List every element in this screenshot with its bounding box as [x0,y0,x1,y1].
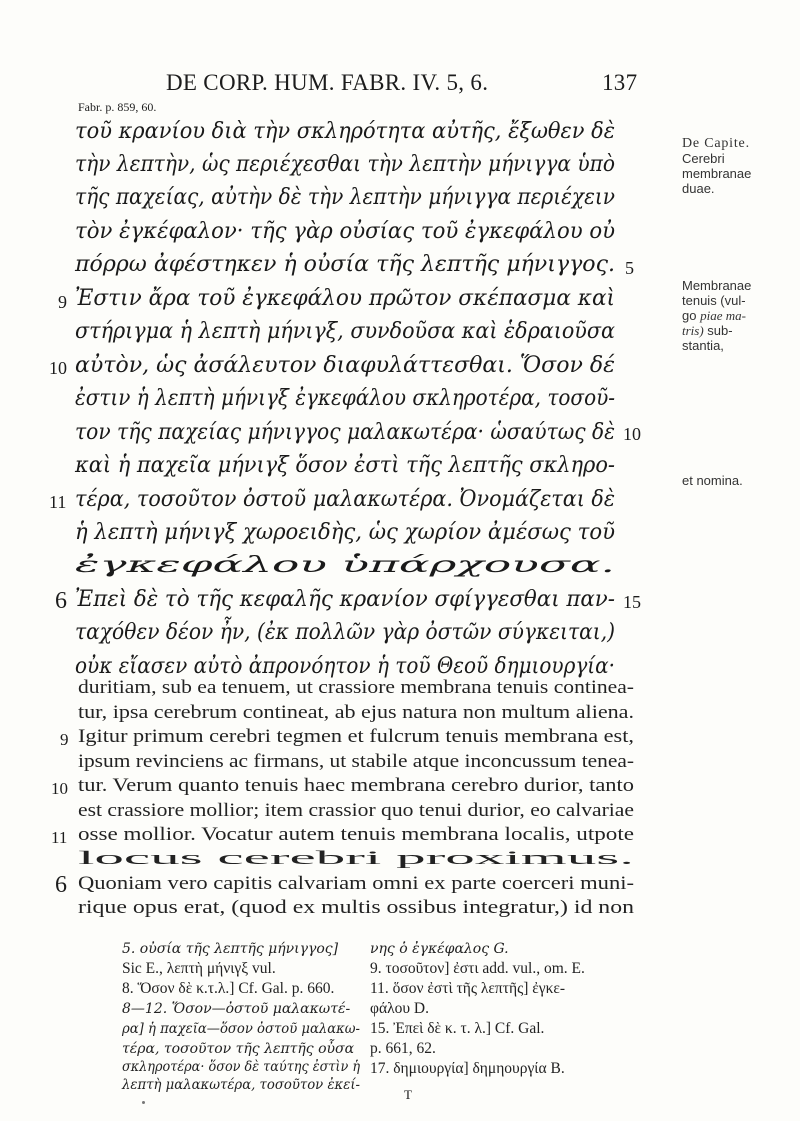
margin-line: stantia, [682,338,724,353]
latin-line: duritiam, sub ea tenuem, ut crassiore membrana tenuis continea- [78,678,634,698]
latin-line: ipsum revinciens ac firmans, ut stabile atque inconcussum tenea- [78,752,634,772]
marginal-note-de-capite [682,136,751,196]
margin-line: tenuis (vul- [682,293,746,308]
running-title: DE CORP. HUM. FABR. IV. 5, 6. [166,70,489,95]
footnote-line: λεπτὴ μαλακωτέρα, τοσοῦτον ἐκεί- [122,1077,360,1093]
margin-line: tris) sub- [682,323,733,338]
footnote-line: 8. Ὅσον δὲ κ.τ.λ.] Cf. Gal. p. 660. [122,980,335,997]
fabr-reference: Fabr. p. 859, 60. [78,100,157,114]
latin-line: Igitur primum cerebri tegmen et fulcrum tenuis membrana est, [78,727,634,747]
footnote-line: 5. οὐσία τῆς λεπτῆς μήνιγγος] [122,941,339,957]
latin-line: est crassiore mollior; item crassior quo tenui durior, eo calvariae [78,801,634,821]
latin-line: osse mollior. Vocatur autem tenuis membrana localis, utpote [78,825,634,845]
greek-line: τοῦ κρανίου διὰ τὴν σκληρότητα αὐτῆς, ἔξωθεν δὲ [75,118,615,144]
line-number: 5 [625,258,634,278]
margin-line: Cerebri [682,151,725,166]
line-number: 10 [51,779,68,798]
line-number: 9 [60,730,69,749]
greek-line: καὶ ἡ παχεῖα μήνιγξ ὅσον ἐστὶ τῆς λεπτῆς σκληρο- [75,452,615,478]
footnote-line: ρα] ἡ παχεῖα—ὅσον ὀστοῦ μαλακω- [122,1021,360,1037]
greek-line: τὸν ἐγκέφαλον· τῆς γὰρ οὐσίας τοῦ ἐγκεφάλου οὐ [75,218,615,244]
running-header [166,70,638,96]
margin-line: duae. [682,181,715,196]
greek-line: τέρα, τοσοῦτον ὀστοῦ μαλακωτέρα. Ὀνομάζεται δὲ [75,486,615,512]
margin-line: go piae ma- [682,308,746,323]
greek-line: τῆς παχείας, αὐτὴν δὲ τὴν λεπτὴν μήνιγγα περιέχειν [75,184,615,210]
margin-line: membranae [682,166,752,181]
latin-line: Quoniam vero capitis calvariam omni ex parte coerceri muni- [78,874,634,894]
line-number: 11 [51,828,68,847]
margin-heading: De Capite. [682,136,750,151]
latin-line: tur. Verum quanto tenuis haec membrana cerebro durior, tanto [78,776,634,796]
greek-line: τὴν λεπτὴν, ὡς περιέχεσθαι τὴν λεπτὴν μήνιγγα ὑπὸ [75,151,615,177]
footnote-line: 8—12. Ὅσον—ὀστοῦ μαλακωτέ- [122,1001,351,1017]
footnote-line: 9. τοσοῦτον] ἐστι add. vul., om. E. [370,960,585,977]
greek-line: πόρρω ἀφέστηκεν ἡ οὐσία τῆς λεπτῆς μήνιγγος. [75,251,615,277]
greek-line: Ἐστιν ἄρα τοῦ ἐγκεφάλου πρῶτον σκέπασμα καὶ [75,285,615,311]
footnote-line: 17. δημιουργία] δημηουργία B. [370,1060,565,1077]
signature-mark: T [404,1087,412,1102]
line-number: 11 [49,492,67,512]
footnote-line: σκληροτέρα· ὅσον δὲ ταύτης ἐστὶν ἡ [122,1059,360,1075]
footnote-line: Sic E., λεπτὴ μήνιγξ vul. [122,960,276,977]
greek-line: ταχόθεν δέον ἦν, (ἐκ πολλῶν γὰρ ὀστῶν σύγκειται,) [75,619,615,645]
footnote-line: 15. Ἐπεὶ δὲ κ. τ. λ.] Cf. Gal. [370,1020,545,1037]
footnote-line: 11. ὅσον ἐστὶ τῆς λεπτῆς] ἐγκε- [370,980,566,997]
latin-line: locus cerebri proximus. [78,849,634,869]
marginal-note-membranae [682,278,751,353]
greek-line: Ἐπεὶ δὲ τὸ τῆς κεφαλῆς κρανίον σφίγγεσθαι παν- [75,586,615,612]
footnote-line: p. 661, 62. [370,1040,436,1057]
marginal-note-et-nomina: et nomina. [682,473,743,488]
greek-line: οὐκ εἴασεν αὐτὸ ἀπρονόητον ἡ τοῦ Θεοῦ δημιουργία· [75,653,615,679]
footnote-line: φάλου D. [370,1000,429,1017]
greek-line: ἐγκεφάλου ὑπάρχουσα. [75,552,615,578]
greek-line: στήριγμα ἡ λεπτὴ μήνιγξ, συνδοῦσα καὶ ἑδραιοῦσα [75,318,615,344]
margin-line: Membranae [682,278,752,293]
page-number: 137 [602,70,638,95]
line-number: 10 [623,424,641,444]
section-number: 6 [55,872,67,898]
latin-line: tur, ipsa cerebrum contineat, ab ejus natura non multum aliena. [78,703,634,723]
line-number: 15 [623,592,641,612]
printer-dot [142,1101,145,1104]
greek-line: ἡ λεπτὴ μήνιγξ χωροειδὴς, ὡς χωρίον ἀμέσως τοῦ [75,519,615,545]
latin-line: rique opus erat, (quod ex multis ossibus integratur,) id non [78,898,634,918]
section-number: 6 [55,588,67,614]
line-number: 9 [58,292,67,312]
footnote-line: νης ὁ ἐγκέφαλος G. [370,941,509,957]
greek-line: ἐστιν ἡ λεπτὴ μήνιγξ ἐγκεφάλου σκληροτέρα, τοσοῦ- [75,385,615,411]
footnote-line: τέρα, τοσοῦτον τῆς λεπτῆς οὖσα [122,1041,355,1057]
line-number: 10 [49,358,67,378]
greek-line: αὐτὸν, ὡς ἀσάλευτον διαφυλάττεσθαι. Ὅσον δέ [75,352,615,378]
greek-line: τον τῆς παχείας μήνιγγος μαλακωτέρα· ὡσαύτως δὲ [75,419,615,445]
